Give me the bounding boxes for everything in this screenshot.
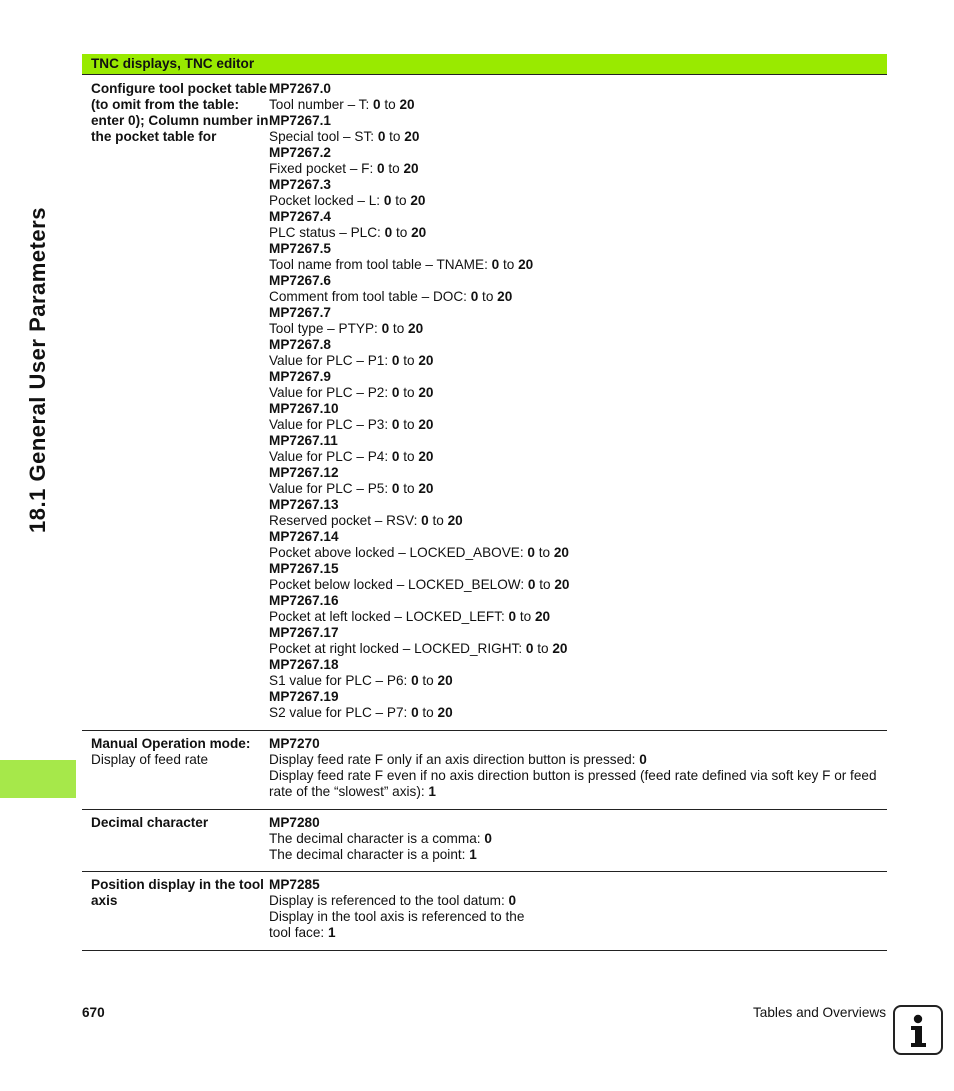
parameter-table (82, 75, 887, 951)
row-label-bold: Manual Operation mode: (91, 736, 251, 751)
table-header-text: TNC displays, TNC editor (91, 56, 255, 71)
option-line: Tool type – PTYP: 0 to 20 (269, 321, 424, 336)
row-values (269, 877, 887, 950)
mp-number: MP7267.17 (269, 625, 339, 640)
mp-number: MP7267.4 (269, 209, 331, 224)
page-number: 670 (82, 1005, 105, 1020)
option-line: Display feed rate F only if an axis direction button is pressed: 0 (269, 752, 647, 767)
option-line: Fixed pocket – F: 0 to 20 (269, 161, 419, 176)
option-line: The decimal character is a comma: 0 (269, 831, 492, 846)
footer-section-title: Tables and Overviews (753, 1005, 886, 1020)
option-line: The decimal character is a point: 1 (269, 847, 477, 862)
row-label (82, 736, 269, 809)
chapter-tab-marker (0, 760, 76, 798)
table-header (82, 54, 887, 75)
table-row (82, 731, 887, 810)
row-values (269, 736, 887, 809)
option-line: tool face: 1 (269, 925, 336, 940)
mp-number: MP7267.10 (269, 401, 339, 416)
option-line: Display feed rate F even if no axis direction button is pressed (feed rate defined via soft key F or feed rate of the “slowest” axis): 1 (269, 768, 877, 799)
row-label: Configure tool pocket table (to omit from the table: enter 0); Column number in the pocket table for (91, 81, 269, 144)
mp-number: MP7267.3 (269, 177, 331, 192)
option-line: Value for PLC – P1: 0 to 20 (269, 353, 434, 368)
row-label: Decimal character (91, 815, 209, 830)
table-row (82, 872, 887, 951)
row-values (269, 815, 887, 871)
row-values (269, 81, 887, 730)
mp-number: MP7267.1 (269, 113, 331, 128)
info-glyph (895, 1007, 941, 1053)
mp-number: MP7267.16 (269, 593, 339, 608)
mp-number: MP7267.13 (269, 497, 339, 512)
chapter-side-title (2, 40, 74, 700)
option-line: Value for PLC – P4: 0 to 20 (269, 449, 434, 464)
table-row (82, 75, 887, 731)
option-line: Value for PLC – P3: 0 to 20 (269, 417, 434, 432)
mp-number: MP7267.14 (269, 529, 339, 544)
option-line: PLC status – PLC: 0 to 20 (269, 225, 427, 240)
mp-number: MP7267.9 (269, 369, 331, 384)
option-line: Pocket at right locked – LOCKED_RIGHT: 0 to 20 (269, 641, 568, 656)
mp-number: MP7267.15 (269, 561, 339, 576)
mp-number: MP7267.5 (269, 241, 331, 256)
row-label: Position display in the tool axis (91, 877, 264, 908)
option-line: S1 value for PLC – P6: 0 to 20 (269, 673, 453, 688)
option-line: Display is referenced to the tool datum: 0 (269, 893, 517, 908)
table-row (82, 810, 887, 872)
mp-number: MP7267.6 (269, 273, 331, 288)
mp-number: MP7267.2 (269, 145, 331, 160)
mp-number: MP7267.7 (269, 305, 331, 320)
mp-number: MP7280 (269, 815, 320, 830)
row-label-rest: Display of feed rate (91, 752, 209, 767)
mp-number: MP7270 (269, 736, 320, 751)
option-line: Tool number – T: 0 to 20 (269, 97, 415, 112)
mp-number: MP7267.18 (269, 657, 339, 672)
mp-number: MP7267.12 (269, 465, 339, 480)
option-line: Tool name from tool table – TNAME: 0 to 20 (269, 257, 534, 272)
option-line: Pocket at left locked – LOCKED_LEFT: 0 to 20 (269, 609, 551, 624)
option-line: Display in the tool axis is referenced to the (269, 909, 525, 924)
mp-number: MP7267.8 (269, 337, 331, 352)
option-line: S2 value for PLC – P7: 0 to 20 (269, 705, 453, 720)
option-line: Pocket above locked – LOCKED_ABOVE: 0 to 20 (269, 545, 569, 560)
mp-number: MP7267.19 (269, 689, 339, 704)
option-line: Comment from tool table – DOC: 0 to 20 (269, 289, 513, 304)
mp-number: MP7285 (269, 877, 320, 892)
mp-number: MP7267.11 (269, 433, 338, 448)
option-line: Reserved pocket – RSV: 0 to 20 (269, 513, 463, 528)
option-line: Value for PLC – P5: 0 to 20 (269, 481, 434, 496)
option-line: Pocket locked – L: 0 to 20 (269, 193, 426, 208)
mp-number: MP7267.0 (269, 81, 331, 96)
option-line: Special tool – ST: 0 to 20 (269, 129, 420, 144)
info-icon[interactable] (893, 1005, 943, 1055)
option-line: Value for PLC – P2: 0 to 20 (269, 385, 434, 400)
option-line: Pocket below locked – LOCKED_BELOW: 0 to 20 (269, 577, 570, 592)
chapter-title-text: 18.1 General User Parameters (25, 207, 50, 533)
